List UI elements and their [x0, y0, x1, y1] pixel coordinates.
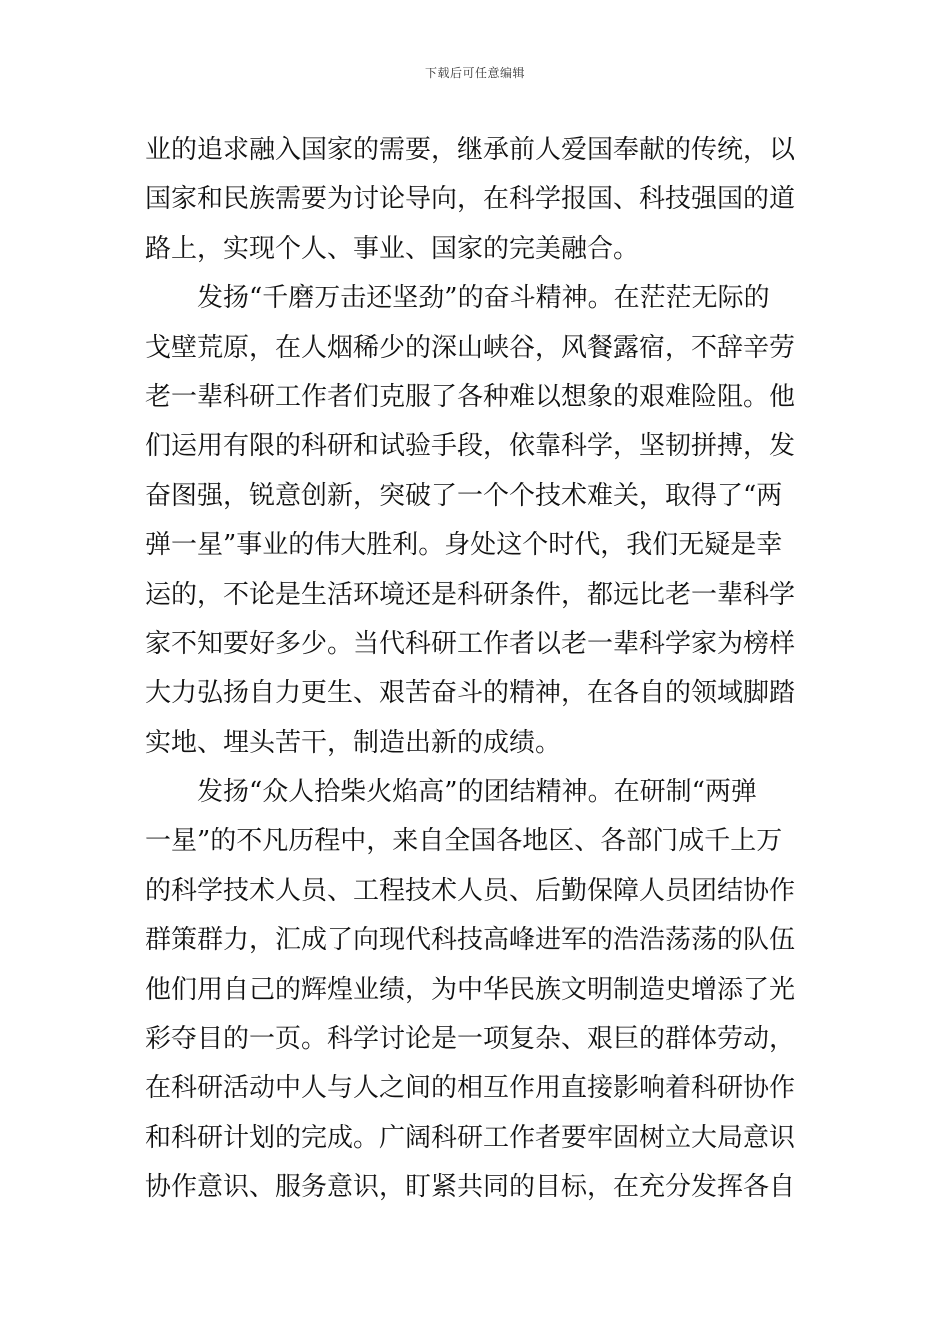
text-line: 业的追求融入国家的需要，继承前人爱国奉献的传统，以	[145, 135, 796, 165]
text-line: 们运用有限的科研和试验手段，依靠科学，坚韧拼搏，发	[145, 431, 796, 462]
paragraph-start-line: 发扬“众人拾柴火焰高”的团结精神。在研制“两弹	[197, 777, 757, 808]
text-line: 协作意识、服务意识，盯紧共同的目标，在充分发挥各自	[145, 1172, 796, 1203]
text-line: 和科研计划的完成。广阔科研工作者要牢固树立大局意识	[145, 1122, 796, 1153]
text-line: 家不知要好多少。当代科研工作者以老一辈科学家为榜样	[145, 628, 796, 659]
text-line: 在科研活动中人与人之间的相互作用直接影响着科研协作	[145, 1073, 796, 1104]
text-line: 一星”的不凡历程中，来自全国各地区、各部门成千上万	[145, 826, 783, 857]
page-header: 下载后可任意编辑	[424, 66, 525, 80]
text-line: 大力弘扬自力更生、艰苦奋斗的精神，在各自的领域脚踏	[145, 678, 796, 709]
text-line: 运的，不论是生活环境还是科研条件，都远比老一辈科学	[145, 579, 796, 610]
text-line: 国家和民族需要为讨论导向，在科学报国、科技强国的道	[145, 184, 796, 215]
text-line: 群策群力，汇成了向现代科技高峰进军的浩浩荡荡的队伍	[145, 925, 796, 956]
text-line: 实地、埋头苦干，制造出新的成绩。	[145, 727, 562, 758]
text-line: 彩夺目的一页。科学讨论是一项复杂、艰巨的群体劳动，	[145, 1024, 796, 1055]
text-line: 戈壁荒原，在人烟稀少的深山峡谷，风餐露宿，不辞辛劳	[145, 332, 796, 363]
text-line: 的科学技术人员、工程技术人员、后勤保障人员团结协作	[145, 875, 796, 906]
text-line: 他们用自己的辉煌业绩，为中华民族文明制造史增添了光	[145, 974, 796, 1005]
document-body	[145, 126, 807, 1213]
text-line: 路上，实现个人、事业、国家的完美融合。	[145, 233, 640, 264]
text-line: 奋图强，锐意创新，突破了一个个技术难关，取得了“两	[145, 480, 783, 511]
text-line: 老一辈科研工作者们克服了各种难以想象的艰难险阻。他	[145, 381, 796, 412]
text-line: 弹一星”事业的伟大胜利。身处这个时代，我们无疑是幸	[145, 530, 783, 561]
paragraph-start-line: 发扬“千磨万击还坚劲”的奋斗精神。在茫茫无际的	[197, 283, 770, 314]
